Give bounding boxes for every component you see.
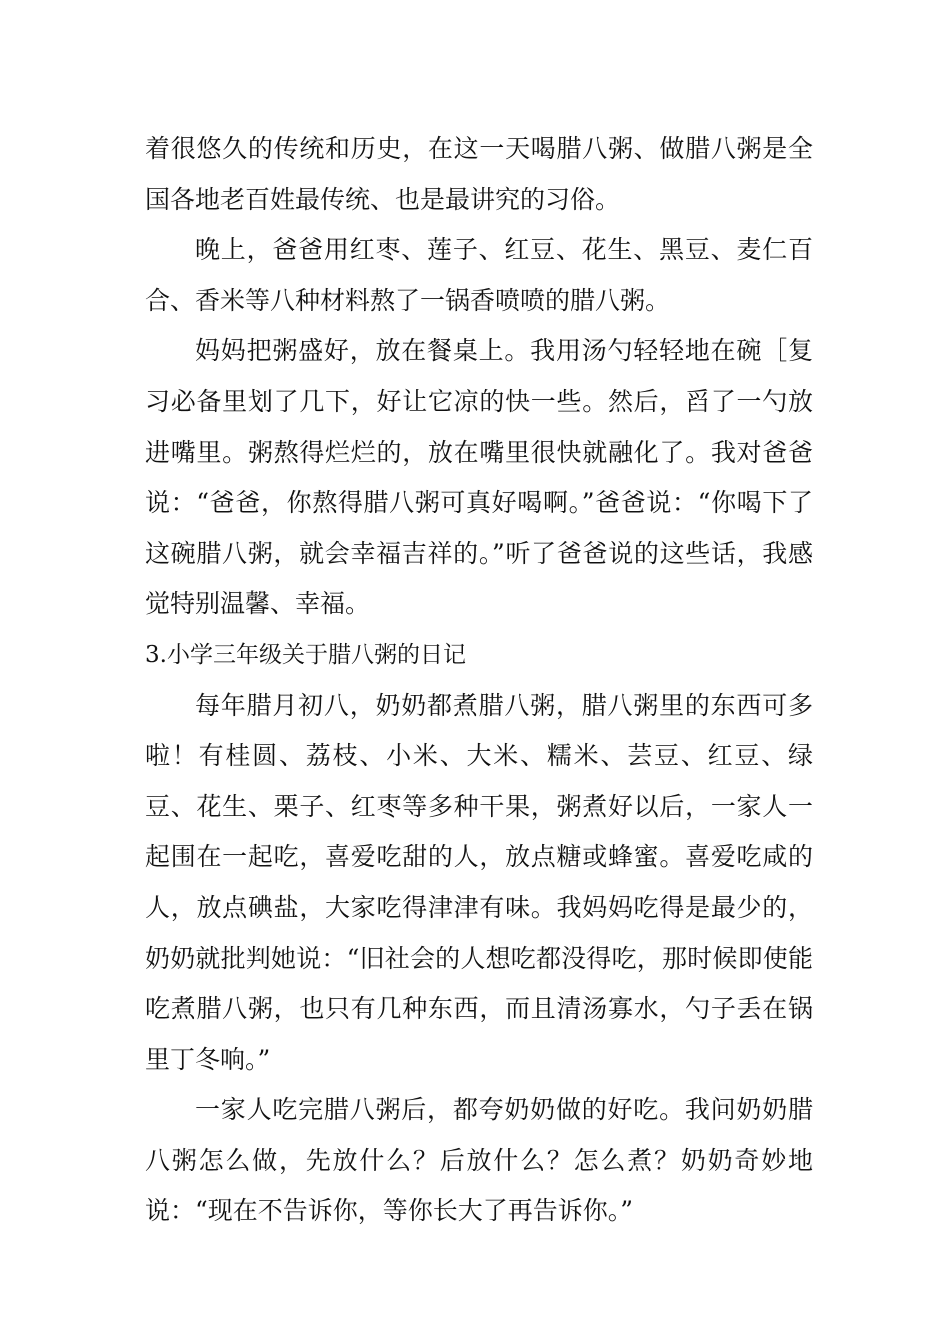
paragraph-dad-cooking: 晚上，爸爸用红枣、莲子、红豆、花生、黑豆、麦仁百合、香米等八种材料熬了一锅香喷喷的腊八粥。 xyxy=(145,235,813,315)
paragraph-family-praise: 一家人吃完腊八粥后，都夸奶奶做的好吃。我问奶奶腊八粥怎么做，先放什么？后放什么？怎么煮？奶奶奇妙地说：“现在不告诉你，等你长大了再告诉你。” xyxy=(145,1095,813,1226)
paragraph-continuation: 着很悠久的传统和历史，在这一天喝腊八粥、做腊八粥是全国各地老百姓最传统、也是最讲究的习俗。 xyxy=(145,134,813,214)
section-heading: 3.小学三年级关于腊八粥的日记 xyxy=(145,641,466,668)
paragraph-grandma-porridge: 每年腊月初八，奶奶都煮腊八粥，腊八粥里的东西可多啦！有桂圆、荔枝、小米、大米、糯米、芸豆、红豆、绿豆、花生、栗子、红枣等多种干果，粥煮好以后，一家人一起围在一起吃，喜爱吃甜的人，放点糖或蜂蜜。喜爱吃咸的人，放点碘盐，大家吃得津津有味。我妈妈吃得是最少的，奶奶就批判她说：“旧社会的人想吃都没得吃，那时候即使能吃煮腊八粥，也只有几种东西，而且清汤寡水，勺子丢在锅里丁冬响。” xyxy=(145,690,813,1074)
paragraph-eating-porridge: 妈妈把粥盛好，放在餐桌上。我用汤勺轻轻地在碗［复习必备里划了几下，好让它凉的快一些。然后，舀了一勺放进嘴里。粥熬得烂烂的，放在嘴里很快就融化了。我对爸爸说：“爸爸，你熬得腊八粥可真好喝啊。”爸爸说：“你喝下了这碗腊八粥，就会幸福吉祥的。”听了爸爸说的这些话，我感觉特别温馨、幸福。 xyxy=(145,336,813,619)
document-body xyxy=(145,124,813,1237)
